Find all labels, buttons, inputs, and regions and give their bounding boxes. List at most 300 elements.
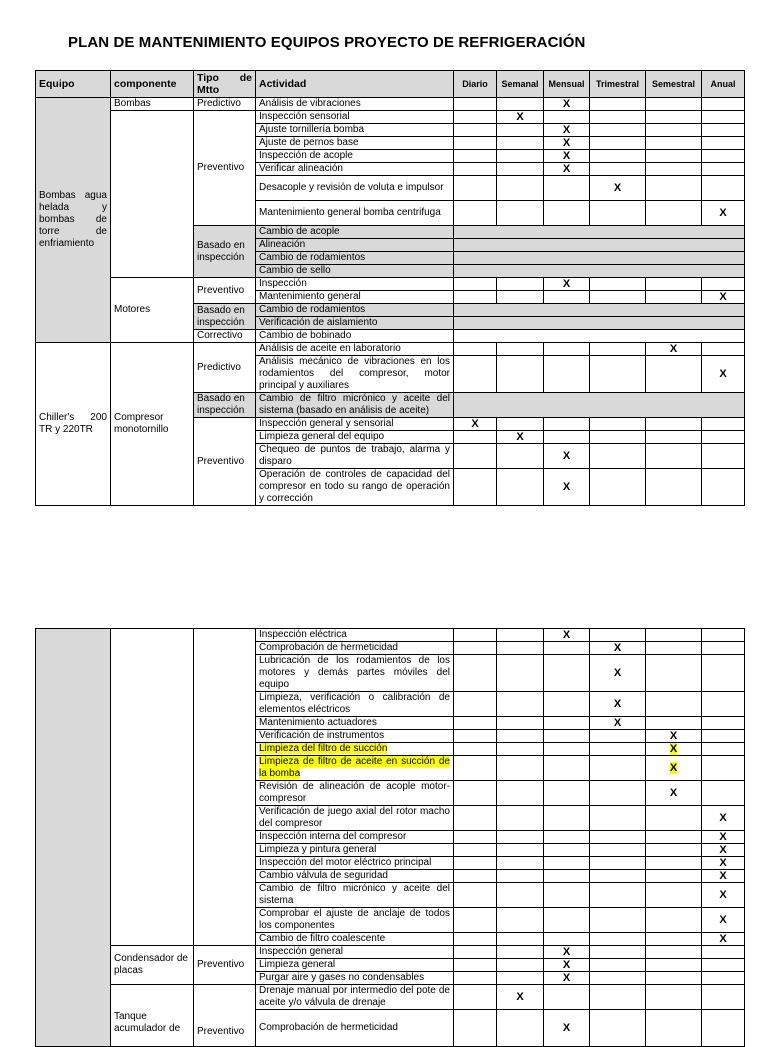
frequency-cell-diario xyxy=(454,431,497,444)
header-tipo-mtto xyxy=(194,71,256,98)
frequency-cell-semestral xyxy=(646,98,702,111)
frequency-cell-anual xyxy=(702,730,745,743)
frequency-cell-diario xyxy=(454,756,497,781)
frequency-cell-semestral xyxy=(646,985,702,1010)
frequency-cell-trimestral xyxy=(590,756,646,781)
frequency-cell-mensual xyxy=(544,176,590,201)
activity-cell: Ajuste de pernos base xyxy=(256,137,454,150)
frequency-cell-semanal xyxy=(497,98,544,111)
frequency-cell-mensual: X xyxy=(544,959,590,972)
frequency-cell-semestral xyxy=(646,278,702,291)
frequency-cell-mensual xyxy=(544,908,590,933)
frequency-cell-diario xyxy=(454,870,497,883)
frequency-cell-anual: X xyxy=(702,908,745,933)
frequency-cell-diario xyxy=(454,176,497,201)
header-trimestral: Trimestral xyxy=(590,71,646,98)
tipo-predictivo: Predictivo xyxy=(194,343,256,393)
frequency-band-empty xyxy=(454,226,745,239)
frequency-cell-trimestral xyxy=(590,972,646,985)
frequency-cell-diario xyxy=(454,150,497,163)
frequency-cell-semestral xyxy=(646,933,702,946)
frequency-cell-trimestral: X xyxy=(590,717,646,730)
frequency-cell-diario xyxy=(454,933,497,946)
activity-cell xyxy=(256,756,454,781)
frequency-cell-semestral xyxy=(646,756,702,781)
frequency-cell-anual xyxy=(702,629,745,642)
frequency-cell-mensual xyxy=(544,717,590,730)
frequency-cell-trimestral xyxy=(590,781,646,806)
activity-cell: Verificación de instrumentos xyxy=(256,730,454,743)
frequency-cell-anual: X xyxy=(702,933,745,946)
frequency-cell-anual xyxy=(702,959,745,972)
frequency-cell-semestral xyxy=(646,418,702,431)
frequency-cell-mensual: X xyxy=(544,278,590,291)
activity-cell: Cambio de acople xyxy=(256,226,454,239)
frequency-cell-semanal xyxy=(497,908,544,933)
frequency-cell-trimestral: X xyxy=(590,655,646,692)
frequency-cell-trimestral xyxy=(590,111,646,124)
frequency-cell-diario xyxy=(454,985,497,1010)
activity-cell: Comprobación de hermeticidad xyxy=(256,642,454,655)
tipo-basado-en-inspeccion: Basado en inspección xyxy=(194,226,256,278)
frequency-cell-semestral xyxy=(646,431,702,444)
header-equipo: Equipo xyxy=(36,71,111,98)
frequency-cell-semestral xyxy=(646,124,702,137)
frequency-cell-trimestral xyxy=(590,743,646,756)
frequency-cell-trimestral xyxy=(590,278,646,291)
frequency-cell-diario xyxy=(454,642,497,655)
frequency-cell-anual xyxy=(702,124,745,137)
activity-cell: Limpieza y pintura general xyxy=(256,844,454,857)
frequency-cell-mensual xyxy=(544,201,590,226)
activity-cell: Análisis de aceite en laboratorio xyxy=(256,343,454,356)
activity-cell: Inspección interna del compresor xyxy=(256,831,454,844)
frequency-cell-semestral xyxy=(646,356,702,393)
frequency-cell-diario xyxy=(454,831,497,844)
frequency-band-empty xyxy=(454,304,745,317)
frequency-cell-semestral xyxy=(646,972,702,985)
frequency-cell-diario xyxy=(454,972,497,985)
frequency-cell-semestral xyxy=(646,137,702,150)
frequency-cell-semestral xyxy=(646,444,702,469)
activity-cell: Alineación xyxy=(256,239,454,252)
activity-cell: Inspección general xyxy=(256,946,454,959)
frequency-cell-diario xyxy=(454,883,497,908)
activity-cell: Revisión de alineación de acople motor-compresor xyxy=(256,781,454,806)
tipo-correctivo: Correctivo xyxy=(194,330,256,343)
frequency-cell-anual xyxy=(702,469,745,506)
header-anual: Anual xyxy=(702,71,745,98)
table-row xyxy=(36,278,745,291)
activity-cell: Drenaje manual por intermedio del pote de aceite y/o válvula de drenaje xyxy=(256,985,454,1010)
frequency-cell-diario xyxy=(454,291,497,304)
frequency-cell-mensual xyxy=(544,806,590,831)
frequency-cell-semanal xyxy=(497,469,544,506)
frequency-cell-mensual xyxy=(544,291,590,304)
frequency-cell-mensual: X xyxy=(544,469,590,506)
activity-cell: Verificación de juego axial del rotor macho del compresor xyxy=(256,806,454,831)
frequency-cell-semestral xyxy=(646,163,702,176)
frequency-cell-anual xyxy=(702,111,745,124)
frequency-cell-mensual xyxy=(544,844,590,857)
frequency-cell-mensual xyxy=(544,781,590,806)
frequency-cell-trimestral xyxy=(590,469,646,506)
frequency-band-empty xyxy=(454,393,745,418)
frequency-cell-semanal xyxy=(497,806,544,831)
frequency-cell-diario xyxy=(454,959,497,972)
activity-cell: Inspección general y sensorial xyxy=(256,418,454,431)
frequency-cell-diario xyxy=(454,655,497,692)
frequency-cell-diario xyxy=(454,98,497,111)
frequency-cell-mensual xyxy=(544,431,590,444)
frequency-cell-semanal xyxy=(497,959,544,972)
frequency-cell-trimestral xyxy=(590,343,646,356)
frequency-cell-semanal xyxy=(497,730,544,743)
activity-cell: Lubricación de los rodamientos de los motores y demás partes móviles del equipo xyxy=(256,655,454,692)
activity-cell: Mantenimiento actuadores xyxy=(256,717,454,730)
activity-cell: Cambio de sello xyxy=(256,265,454,278)
frequency-cell-semestral xyxy=(646,831,702,844)
frequency-cell-trimestral xyxy=(590,356,646,393)
frequency-cell-trimestral xyxy=(590,844,646,857)
frequency-cell-anual xyxy=(702,176,745,201)
activity-cell: Verificar alineación xyxy=(256,163,454,176)
frequency-cell-anual xyxy=(702,946,745,959)
frequency-cell-trimestral xyxy=(590,883,646,908)
maintenance-table xyxy=(35,70,745,506)
frequency-cell-semestral xyxy=(646,946,702,959)
frequency-cell-semestral xyxy=(646,291,702,304)
tipo-preventivo: Preventivo xyxy=(194,418,256,506)
activity-cell: Cambio de bobinado xyxy=(256,330,454,343)
document-title: PLAN DE MANTENIMIENTO EQUIPOS PROYECTO DE REFRIGERACIÓN xyxy=(68,34,586,51)
frequency-cell-trimestral xyxy=(590,870,646,883)
frequency-cell-semestral xyxy=(646,870,702,883)
frequency-cell-mensual: X xyxy=(544,150,590,163)
frequency-cell-mensual xyxy=(544,111,590,124)
header-de-word: de xyxy=(239,72,252,84)
frequency-cell-anual xyxy=(702,150,745,163)
frequency-cell-diario xyxy=(454,781,497,806)
frequency-cell-semestral xyxy=(646,469,702,506)
frequency-cell-semanal: X xyxy=(497,431,544,444)
frequency-band-empty xyxy=(454,317,745,330)
frequency-cell-mensual: X xyxy=(544,163,590,176)
frequency-cell-semestral: X xyxy=(646,730,702,743)
frequency-cell-trimestral xyxy=(590,629,646,642)
activity-cell: Análisis mecánico de vibraciones en los rodamientos del compresor, motor principal y auxiliares xyxy=(256,356,454,393)
frequency-cell-anual: X xyxy=(702,857,745,870)
activity-cell: Inspección sensorial xyxy=(256,111,454,124)
frequency-cell-anual: X xyxy=(702,291,745,304)
frequency-cell-diario xyxy=(454,730,497,743)
tipo-preventivo: Preventivo xyxy=(194,946,256,985)
header-componente: componente xyxy=(111,71,194,98)
frequency-cell-diario xyxy=(454,111,497,124)
frequency-cell-trimestral xyxy=(590,908,646,933)
frequency-cell-anual xyxy=(702,972,745,985)
frequency-cell-trimestral xyxy=(590,291,646,304)
frequency-cell-anual xyxy=(702,98,745,111)
frequency-cell-semanal xyxy=(497,831,544,844)
frequency-cell-semanal xyxy=(497,163,544,176)
highlighted-text: Limpieza del filtro de succión xyxy=(259,743,388,754)
frequency-cell-trimestral xyxy=(590,933,646,946)
header-mtto-word: Mtto xyxy=(197,84,220,96)
frequency-cell-diario xyxy=(454,692,497,717)
frequency-cell-trimestral xyxy=(590,831,646,844)
frequency-cell-anual: X xyxy=(702,806,745,831)
frequency-cell-semanal xyxy=(497,201,544,226)
frequency-cell-anual xyxy=(702,444,745,469)
frequency-cell-anual: X xyxy=(702,201,745,226)
frequency-cell-anual: X xyxy=(702,844,745,857)
frequency-cell-trimestral xyxy=(590,985,646,1010)
activity-cell: Chequeo de puntos de trabajo, alarma y disparo xyxy=(256,444,454,469)
frequency-cell-mensual: X xyxy=(544,444,590,469)
frequency-cell-semanal: X xyxy=(497,111,544,124)
frequency-cell-semestral xyxy=(646,844,702,857)
activity-cell: Cambio de rodamientos xyxy=(256,304,454,317)
frequency-cell-anual xyxy=(702,1010,745,1047)
frequency-cell-anual xyxy=(702,137,745,150)
frequency-cell-semanal xyxy=(497,137,544,150)
frequency-cell-trimestral xyxy=(590,98,646,111)
frequency-cell-anual: X xyxy=(702,831,745,844)
frequency-cell-trimestral: X xyxy=(590,692,646,717)
frequency-cell-semestral xyxy=(646,959,702,972)
highlighted-text: Limpieza de filtro de aceite en succión de la bomba xyxy=(259,756,450,779)
frequency-cell-mensual xyxy=(544,985,590,1010)
equipo-chiller-cont xyxy=(36,629,111,1047)
frequency-cell-diario xyxy=(454,469,497,506)
activity-cell: Cambio de filtro coalescente xyxy=(256,933,454,946)
activity-cell: Cambio de rodamientos xyxy=(256,252,454,265)
frequency-cell-semanal xyxy=(497,343,544,356)
frequency-cell-mensual xyxy=(544,933,590,946)
frequency-cell-semanal xyxy=(497,946,544,959)
frequency-cell-mensual xyxy=(544,692,590,717)
frequency-cell-diario xyxy=(454,278,497,291)
frequency-cell-diario xyxy=(454,444,497,469)
frequency-cell-semanal xyxy=(497,655,544,692)
activity-cell: Verificación de aislamiento xyxy=(256,317,454,330)
frequency-band-empty xyxy=(454,239,745,252)
frequency-cell-semestral xyxy=(646,692,702,717)
frequency-cell-semanal xyxy=(497,176,544,201)
frequency-cell-semestral xyxy=(646,857,702,870)
tipo-preventivo: Preventivo xyxy=(194,278,256,304)
frequency-cell-diario xyxy=(454,844,497,857)
frequency-cell-anual xyxy=(702,743,745,756)
frequency-cell-semestral: X xyxy=(646,781,702,806)
frequency-cell-mensual xyxy=(544,655,590,692)
frequency-cell-semestral xyxy=(646,111,702,124)
frequency-cell-diario xyxy=(454,163,497,176)
frequency-cell-trimestral xyxy=(590,137,646,150)
frequency-cell-mensual: X xyxy=(544,98,590,111)
activity-cell: Limpieza general del equipo xyxy=(256,431,454,444)
frequency-cell-semanal xyxy=(497,692,544,717)
componente-motores: Motores xyxy=(111,278,194,343)
activity-cell: Inspección del motor eléctrico principal xyxy=(256,857,454,870)
frequency-cell-mensual xyxy=(544,343,590,356)
activity-cell: Desacople y revisión de voluta e impulsor xyxy=(256,176,454,201)
frequency-cell-semanal xyxy=(497,844,544,857)
componente-bombas-cont xyxy=(111,111,194,278)
header-semanal: Semanal xyxy=(497,71,544,98)
frequency-cell-trimestral xyxy=(590,857,646,870)
tipo-basado-en-inspeccion: Basado en inspección xyxy=(194,304,256,330)
frequency-cell-semanal xyxy=(497,291,544,304)
equipo-bombas: Bombas agua helada y bombas de torre de enfriamiento xyxy=(36,98,111,343)
header-tipo-word: Tipo xyxy=(197,72,219,84)
frequency-cell-semestral xyxy=(646,806,702,831)
frequency-cell-anual xyxy=(702,717,745,730)
header-diario: Diario xyxy=(454,71,497,98)
frequency-cell-semanal xyxy=(497,883,544,908)
activity-cell: Cambio de filtro micrónico y aceite del sistema (basado en análisis de aceite) xyxy=(256,393,454,418)
componente-compresor: Compresor monotornillo xyxy=(111,343,194,506)
frequency-cell-diario: X xyxy=(454,418,497,431)
frequency-cell-semanal xyxy=(497,278,544,291)
activity-cell: Cambio de filtro micrónico y aceite del sistema xyxy=(256,883,454,908)
frequency-cell-mensual: X xyxy=(544,124,590,137)
frequency-cell-trimestral xyxy=(590,150,646,163)
frequency-cell-semanal xyxy=(497,642,544,655)
frequency-cell-diario xyxy=(454,1010,497,1047)
header-semestral: Semestral xyxy=(646,71,702,98)
frequency-cell-anual xyxy=(702,655,745,692)
frequency-cell-trimestral xyxy=(590,431,646,444)
frequency-cell-mensual xyxy=(544,730,590,743)
frequency-cell-anual xyxy=(702,985,745,1010)
x-mark: X xyxy=(669,743,678,755)
activity-cell: Inspección de acople xyxy=(256,150,454,163)
table-row xyxy=(36,985,745,1010)
frequency-cell-diario xyxy=(454,908,497,933)
frequency-cell-semanal xyxy=(497,781,544,806)
frequency-cell-anual: X xyxy=(702,356,745,393)
activity-cell: Mantenimiento general xyxy=(256,291,454,304)
frequency-cell-semanal xyxy=(497,1010,544,1047)
frequency-cell-trimestral: X xyxy=(590,642,646,655)
frequency-cell-trimestral xyxy=(590,444,646,469)
frequency-cell-trimestral xyxy=(590,806,646,831)
header-mensual: Mensual xyxy=(544,71,590,98)
frequency-cell-semanal xyxy=(497,933,544,946)
frequency-cell-anual xyxy=(702,642,745,655)
frequency-cell-diario xyxy=(454,806,497,831)
frequency-cell-semestral xyxy=(646,908,702,933)
frequency-cell-trimestral xyxy=(590,418,646,431)
frequency-cell-mensual: X xyxy=(544,946,590,959)
frequency-cell-diario xyxy=(454,124,497,137)
activity-cell: Análisis de vibraciones xyxy=(256,98,454,111)
activity-cell xyxy=(256,743,454,756)
frequency-cell-anual xyxy=(702,343,745,356)
frequency-cell-diario xyxy=(454,201,497,226)
activity-cell: Limpieza, verificación o calibración de elementos eléctricos xyxy=(256,692,454,717)
frequency-cell-semestral xyxy=(646,629,702,642)
frequency-cell-diario xyxy=(454,717,497,730)
frequency-cell-anual xyxy=(702,781,745,806)
frequency-cell-semanal xyxy=(497,629,544,642)
componente-condensador: Condensador de placas xyxy=(111,946,194,985)
frequency-cell-diario xyxy=(454,946,497,959)
frequency-cell-anual xyxy=(702,418,745,431)
frequency-cell-semestral xyxy=(646,642,702,655)
table-header-row xyxy=(36,71,745,98)
frequency-cell-trimestral xyxy=(590,1010,646,1047)
frequency-cell-semestral xyxy=(646,1010,702,1047)
componente-tanque: Tanque acumulador de xyxy=(111,985,194,1047)
tipo-preventivo-cut: Preventivo xyxy=(194,985,256,1047)
header-actividad: Actividad xyxy=(256,71,454,98)
activity-cell: Inspección xyxy=(256,278,454,291)
frequency-cell-anual xyxy=(702,692,745,717)
frequency-cell-diario xyxy=(454,343,497,356)
frequency-cell-semanal xyxy=(497,124,544,137)
frequency-cell-mensual: X xyxy=(544,629,590,642)
frequency-cell-diario xyxy=(454,743,497,756)
frequency-cell-semestral xyxy=(646,655,702,692)
frequency-cell-semanal xyxy=(497,756,544,781)
frequency-cell-trimestral: X xyxy=(590,176,646,201)
frequency-cell-trimestral xyxy=(590,959,646,972)
frequency-cell-mensual xyxy=(544,857,590,870)
frequency-cell-diario xyxy=(454,356,497,393)
frequency-cell-anual xyxy=(702,163,745,176)
activity-cell: Operación de controles de capacidad del compresor en todo su rango de operación y corrección xyxy=(256,469,454,506)
frequency-cell-diario xyxy=(454,857,497,870)
tipo-preventivo-cont xyxy=(194,629,256,946)
frequency-cell-mensual xyxy=(544,756,590,781)
frequency-cell-trimestral xyxy=(590,946,646,959)
frequency-cell-anual xyxy=(702,756,745,781)
frequency-cell-anual xyxy=(702,431,745,444)
frequency-cell-mensual xyxy=(544,883,590,908)
x-mark: X xyxy=(669,762,678,774)
table-row xyxy=(36,946,745,959)
frequency-cell-semanal xyxy=(497,418,544,431)
activity-cell: Ajuste tornillería bomba xyxy=(256,124,454,137)
activity-cell: Cambio válvula de seguridad xyxy=(256,870,454,883)
activity-cell: Limpieza general xyxy=(256,959,454,972)
frequency-cell-mensual: X xyxy=(544,137,590,150)
frequency-cell-semestral xyxy=(646,201,702,226)
table-row xyxy=(36,629,745,642)
frequency-cell-semanal xyxy=(497,857,544,870)
frequency-cell-semestral xyxy=(646,883,702,908)
componente-compresor-cont xyxy=(111,629,194,946)
table-row xyxy=(36,111,745,124)
frequency-cell-semestral xyxy=(646,717,702,730)
frequency-cell-mensual xyxy=(544,356,590,393)
frequency-cell-trimestral xyxy=(590,124,646,137)
frequency-cell-semanal xyxy=(497,356,544,393)
activity-cell: Inspección eléctrica xyxy=(256,629,454,642)
frequency-band-empty xyxy=(454,265,745,278)
frequency-cell-mensual xyxy=(544,418,590,431)
tipo-preventivo: Preventivo xyxy=(194,111,256,226)
frequency-cell-trimestral xyxy=(590,201,646,226)
frequency-cell-semanal xyxy=(497,972,544,985)
frequency-cell-mensual xyxy=(544,642,590,655)
frequency-cell-anual: X xyxy=(702,883,745,908)
activity-cell: Comprobación de hermeticidad xyxy=(256,1010,454,1047)
tipo-basado-en-inspeccion: Basado en inspección xyxy=(194,393,256,418)
